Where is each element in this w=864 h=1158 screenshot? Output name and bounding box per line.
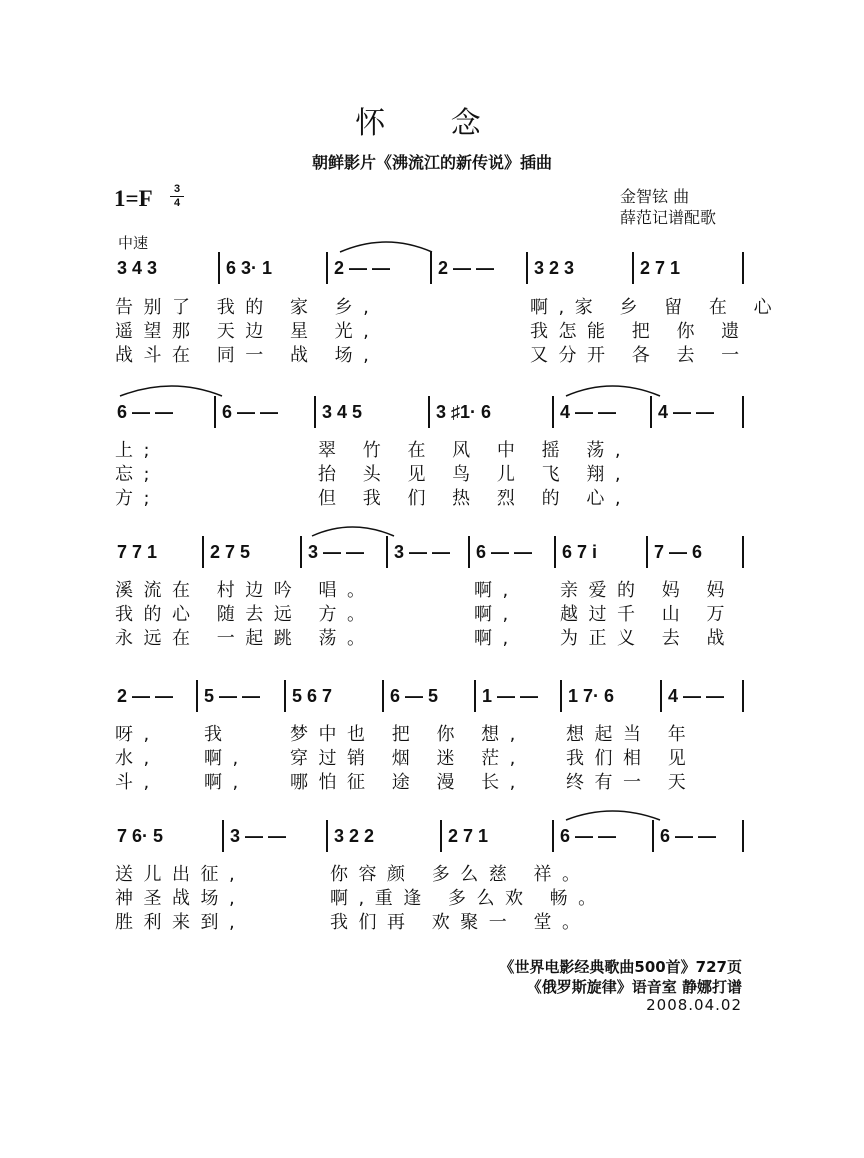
measure: 2 7 1 — [448, 826, 489, 846]
measure: 2 — — — [438, 258, 495, 278]
measure: 6 — — — [476, 542, 533, 562]
lyric-verse-3: 永远在 一起跳 荡。 — [115, 628, 376, 649]
lyric-verse-3: 啊, — [204, 772, 249, 793]
tie-arc — [312, 527, 394, 536]
measure: 5 — — — [204, 686, 261, 706]
lyric-verse-2: 抬 头 见 鸟 儿 飞 翔, — [318, 464, 632, 485]
lyric-verse-2: 啊, — [204, 748, 249, 769]
measure: 4 — — — [668, 686, 725, 706]
meter-bottom: 4 — [173, 197, 181, 209]
measure: 6 — — — [117, 402, 174, 422]
lyric-verse-2: 我怎能 把 你 遗 — [530, 321, 750, 342]
measure: 3 — — — [308, 542, 365, 562]
measure: 6 — — — [560, 826, 617, 846]
tie-arc — [340, 242, 432, 252]
tempo-marking: 中速 — [118, 234, 149, 252]
measure: 2 — — — [334, 258, 391, 278]
lyric-verse-1: 梦中也 把 你 想, — [290, 724, 526, 745]
measure: 2 — — — [117, 686, 174, 706]
lyric-verse-3: 又分开 各 去 一 — [530, 345, 750, 366]
lyric-verse-1: 我 — [204, 724, 233, 745]
measure: 4 — — — [560, 402, 617, 422]
transcriber-credit: 《俄罗斯旋律》语音室 静娜打谱 — [526, 978, 742, 996]
song-subtitle: 朝鲜影片《沸流江的新传说》插曲 — [311, 153, 552, 172]
meter-top: 3 — [173, 183, 181, 195]
measure: 2 7 5 — [210, 542, 251, 562]
measure: 5 6 7 — [292, 686, 333, 706]
lyric-verse-1: 你容颜 多么慈 祥。 — [330, 864, 591, 885]
composer-credit: 金智铉 曲 — [620, 187, 690, 206]
lyric-verse-3: 终有一 天 — [566, 772, 697, 793]
lyric-verse-2: 越过千 山 万 — [560, 604, 735, 625]
lyric-verse-2: 神圣战场, — [115, 888, 246, 909]
transcription-date: 2008.04.02 — [646, 996, 742, 1014]
lyric-verse-3: 我们再 欢聚一 堂。 — [330, 912, 591, 933]
source-note: 《世界电影经典歌曲500首》727页 — [499, 958, 742, 976]
lyric-verse-3: 斗, — [115, 772, 160, 793]
measure: 3 4 3 — [117, 258, 158, 278]
tie-arc — [566, 811, 660, 820]
lyric-verse-1: 啊,家 乡 留 在 心 — [530, 297, 783, 318]
lyric-verse-3: 胜利来到, — [115, 912, 246, 933]
lyric-verse-2: 忘; — [115, 464, 161, 485]
measure: 1 7· 6 — [568, 686, 615, 706]
measure: 3 — — — [394, 542, 451, 562]
measure: 3 ♯1· 6 — [436, 402, 492, 422]
measure: 6 7 i — [562, 542, 598, 562]
measure: 7 — 6 — [654, 542, 703, 562]
lyric-verse-1: 啊, — [474, 580, 519, 601]
lyric-verse-3: 但 我 们 热 烈 的 心, — [318, 488, 632, 509]
measure: 2 7 1 — [640, 258, 681, 278]
measure: 6 — — — [222, 402, 279, 422]
lyric-verse-1: 告别了 我的 家 乡, — [115, 297, 380, 318]
lyricist-credit: 薛范记谱配歌 — [620, 208, 717, 227]
lyric-verse-2: 遥望那 天边 星 光, — [115, 321, 380, 342]
tie-arc — [566, 386, 660, 396]
key-signature: 1=F — [114, 186, 153, 211]
measure: 7 7 1 — [117, 542, 158, 562]
lyric-verse-1: 呀, — [115, 724, 160, 745]
lyric-verse-3: 战斗在 同一 战 场, — [115, 345, 380, 366]
measure: 3 2 3 — [534, 258, 575, 278]
measure: 3 — — — [230, 826, 287, 846]
measure: 6 — — — [660, 826, 717, 846]
lyric-verse-2: 啊,重逢 多么欢 畅。 — [330, 888, 607, 909]
song-title: 怀 念 — [355, 106, 509, 141]
lyric-verse-2: 啊, — [474, 604, 519, 625]
measure: 3 4 5 — [322, 402, 363, 422]
measure: 7 6· 5 — [117, 826, 164, 846]
lyric-verse-1: 送儿出征, — [115, 864, 246, 885]
lyric-verse-3: 方; — [115, 488, 161, 509]
measure: 4 — — — [658, 402, 715, 422]
measure: 3 2 2 — [334, 826, 375, 846]
measure: 1 — — — [482, 686, 539, 706]
lyric-verse-2: 我的心 随去远 方。 — [115, 604, 376, 625]
lyric-verse-2: 穿过销 烟 迷 茫, — [290, 748, 526, 769]
lyric-verse-1: 想起当 年 — [566, 724, 697, 745]
lyric-verse-2: 我们相 见 — [566, 748, 697, 769]
lyric-verse-1: 亲爱的 妈 妈 — [560, 580, 735, 601]
lyric-verse-2: 水, — [115, 748, 160, 769]
lyric-verse-1: 翠 竹 在 风 中 摇 荡, — [318, 440, 632, 461]
measure: 6 3· 1 — [226, 258, 273, 278]
measure: 6 — 5 — [390, 686, 439, 706]
lyric-verse-1: 溪流在 村边吟 唱。 — [115, 580, 376, 601]
lyric-verse-1: 上; — [115, 440, 161, 461]
tie-arc — [120, 386, 222, 396]
lyric-verse-3: 哪怕征 途 漫 长, — [290, 772, 526, 793]
lyric-verse-3: 为正义 去 战 — [560, 628, 735, 649]
lyric-verse-3: 啊, — [474, 628, 519, 649]
